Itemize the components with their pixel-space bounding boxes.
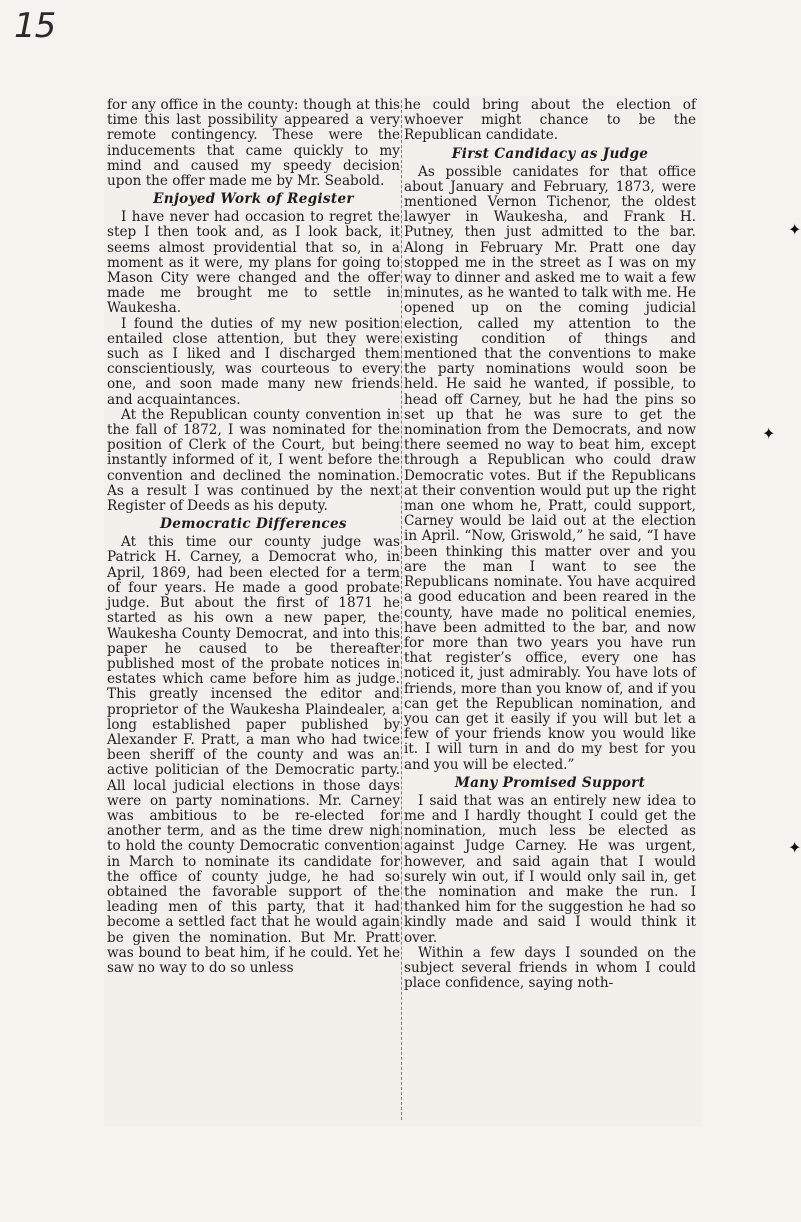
right-paragraph-2: As possible canidates for that office about January and February, 1873, were mentioned Vernon Tichenor, the oldest lawyer in Waukesha, and Frank H. Putney, then just admitted to the bar. Along in February Mr. Pratt one day stopped me in the street as I was on my way to dinner and asked me to wait a few minutes, as he wanted to talk with me. He opened up on the coming judicial election, called my attention to the existing condition of things and mentioned that the conventions to make the party nominations would soon be held. He said he wanted, if possible, to head off Carney, but he had the pins so set up that he was sure to get the nomination from the Democrats, and now there seemed no way to beat him, except through a Republican who could draw Democratic votes. But if the Republicans at their convention would put up the right man one whom he, Pratt, could support, Carney would be laid out at the election in April. “Now, Griswold,” he said, “I have been thinking this matter over and you are the man I want to see the Republicans nominate. You have acquired a good education and been reared in the county, have made no political enemies, have been admitted to the bar, and now for more than two years you have run that register’s office, every one has noticed it, just admirably. You have lots of friends, more than you know of, and if you can get the Republican nomination, and you can get it easily if you will but let a few of your friends know you would like it. I will turn in and do my best for you and you will be elected.” [404, 163, 696, 773]
left-paragraph-1: for any office in the county: though at this time this last possibility appeared a very remote contingency. These were the inducements that came quickly to my mind and caused my speedy decision upon the offer made me by Mr. Seabold. [107, 97, 400, 190]
margin-mark-icon: ✦ [788, 838, 801, 857]
margin-mark-icon: ✦ [762, 424, 776, 443]
subheading-enjoyed-work: Enjoyed Work of Register [153, 191, 354, 208]
right-paragraph-1: he could bring about the election of whoever might chance to be the Republican candidate. [404, 97, 696, 144]
subheading-first-candidacy: First Candidacy as Judge [451, 145, 649, 162]
margin-mark-icon: ✦ [788, 220, 801, 239]
left-column [107, 98, 400, 976]
right-paragraph-4: Within a few days I sounded on the subject several friends in whom I could place confidence, saying noth- [404, 944, 696, 992]
subheading-democratic-differences: Democratic Differences [160, 516, 347, 533]
left-paragraph-4: At the Republican county convention in the fall of 1872, I was nominated for the position of Clerk of the Court, but being instantly informed of it, I went before the convention and declined the nomination. As a result I was continued by the next Register of Deeds as his deputy. [107, 406, 400, 515]
left-paragraph-5: At this time our county judge was Patrick H. Carney, a Democrat who, in April, 1869, had been elected for a term of four years. He made a good probate judge. But about the first of 1871 he started as his own a new paper, the Waukesha County Democrat, and into this paper he caused to be thereafter published most of the probate notices in estates which came before him as judge. This greatly incensed the editor and proprietor of the Waukesha Plaindealer, a long established paper published by Alexander F. Pratt, a man who had twice been sheriff of the county and was an active politician of the Democratic party. All local judicial elections in those days were on party nominations. Mr. Carney was ambitious to be re-elected for another term, and as the time drew nigh to hold the county Democratic convention in March to nominate its candidate for the office of county judge, he had so obtained the favorable support of the leading men of this party, that it had become a settled fact that he would again be given the nomination. But Mr. Pratt was bound to beat him, if he could. Yet he saw no way to do so unless [107, 534, 400, 976]
left-paragraph-2: I have never had occasion to regret the step I then took and, as I look back, it seems almost providential that so, in a moment as it were, my plans for going to Mason City were changed and the offer made me brought me to settle in Waukesha. [107, 209, 400, 317]
left-paragraph-3: I found the duties of my new position entailed close attention, but they were such as I liked and I discharged them conscientiously, was courteous to every one, and soon made many new friends and acquaintances. [107, 315, 400, 408]
right-paragraph-3: I said that was an entirely new idea to me and I hardly thought I could get the nomination, much less be elected as against Judge Carney. He was urgent, however, and said again that I would surely win out, if I would only sail in, get the nomination and make the run. I thanked him for the suggestion he had so kindly made and said I would think it over. [404, 792, 696, 946]
subheading-many-promised-support: Many Promised Support [454, 774, 646, 791]
page-number: 15 [14, 6, 56, 46]
right-column [404, 98, 696, 991]
column-divider [401, 100, 403, 1120]
